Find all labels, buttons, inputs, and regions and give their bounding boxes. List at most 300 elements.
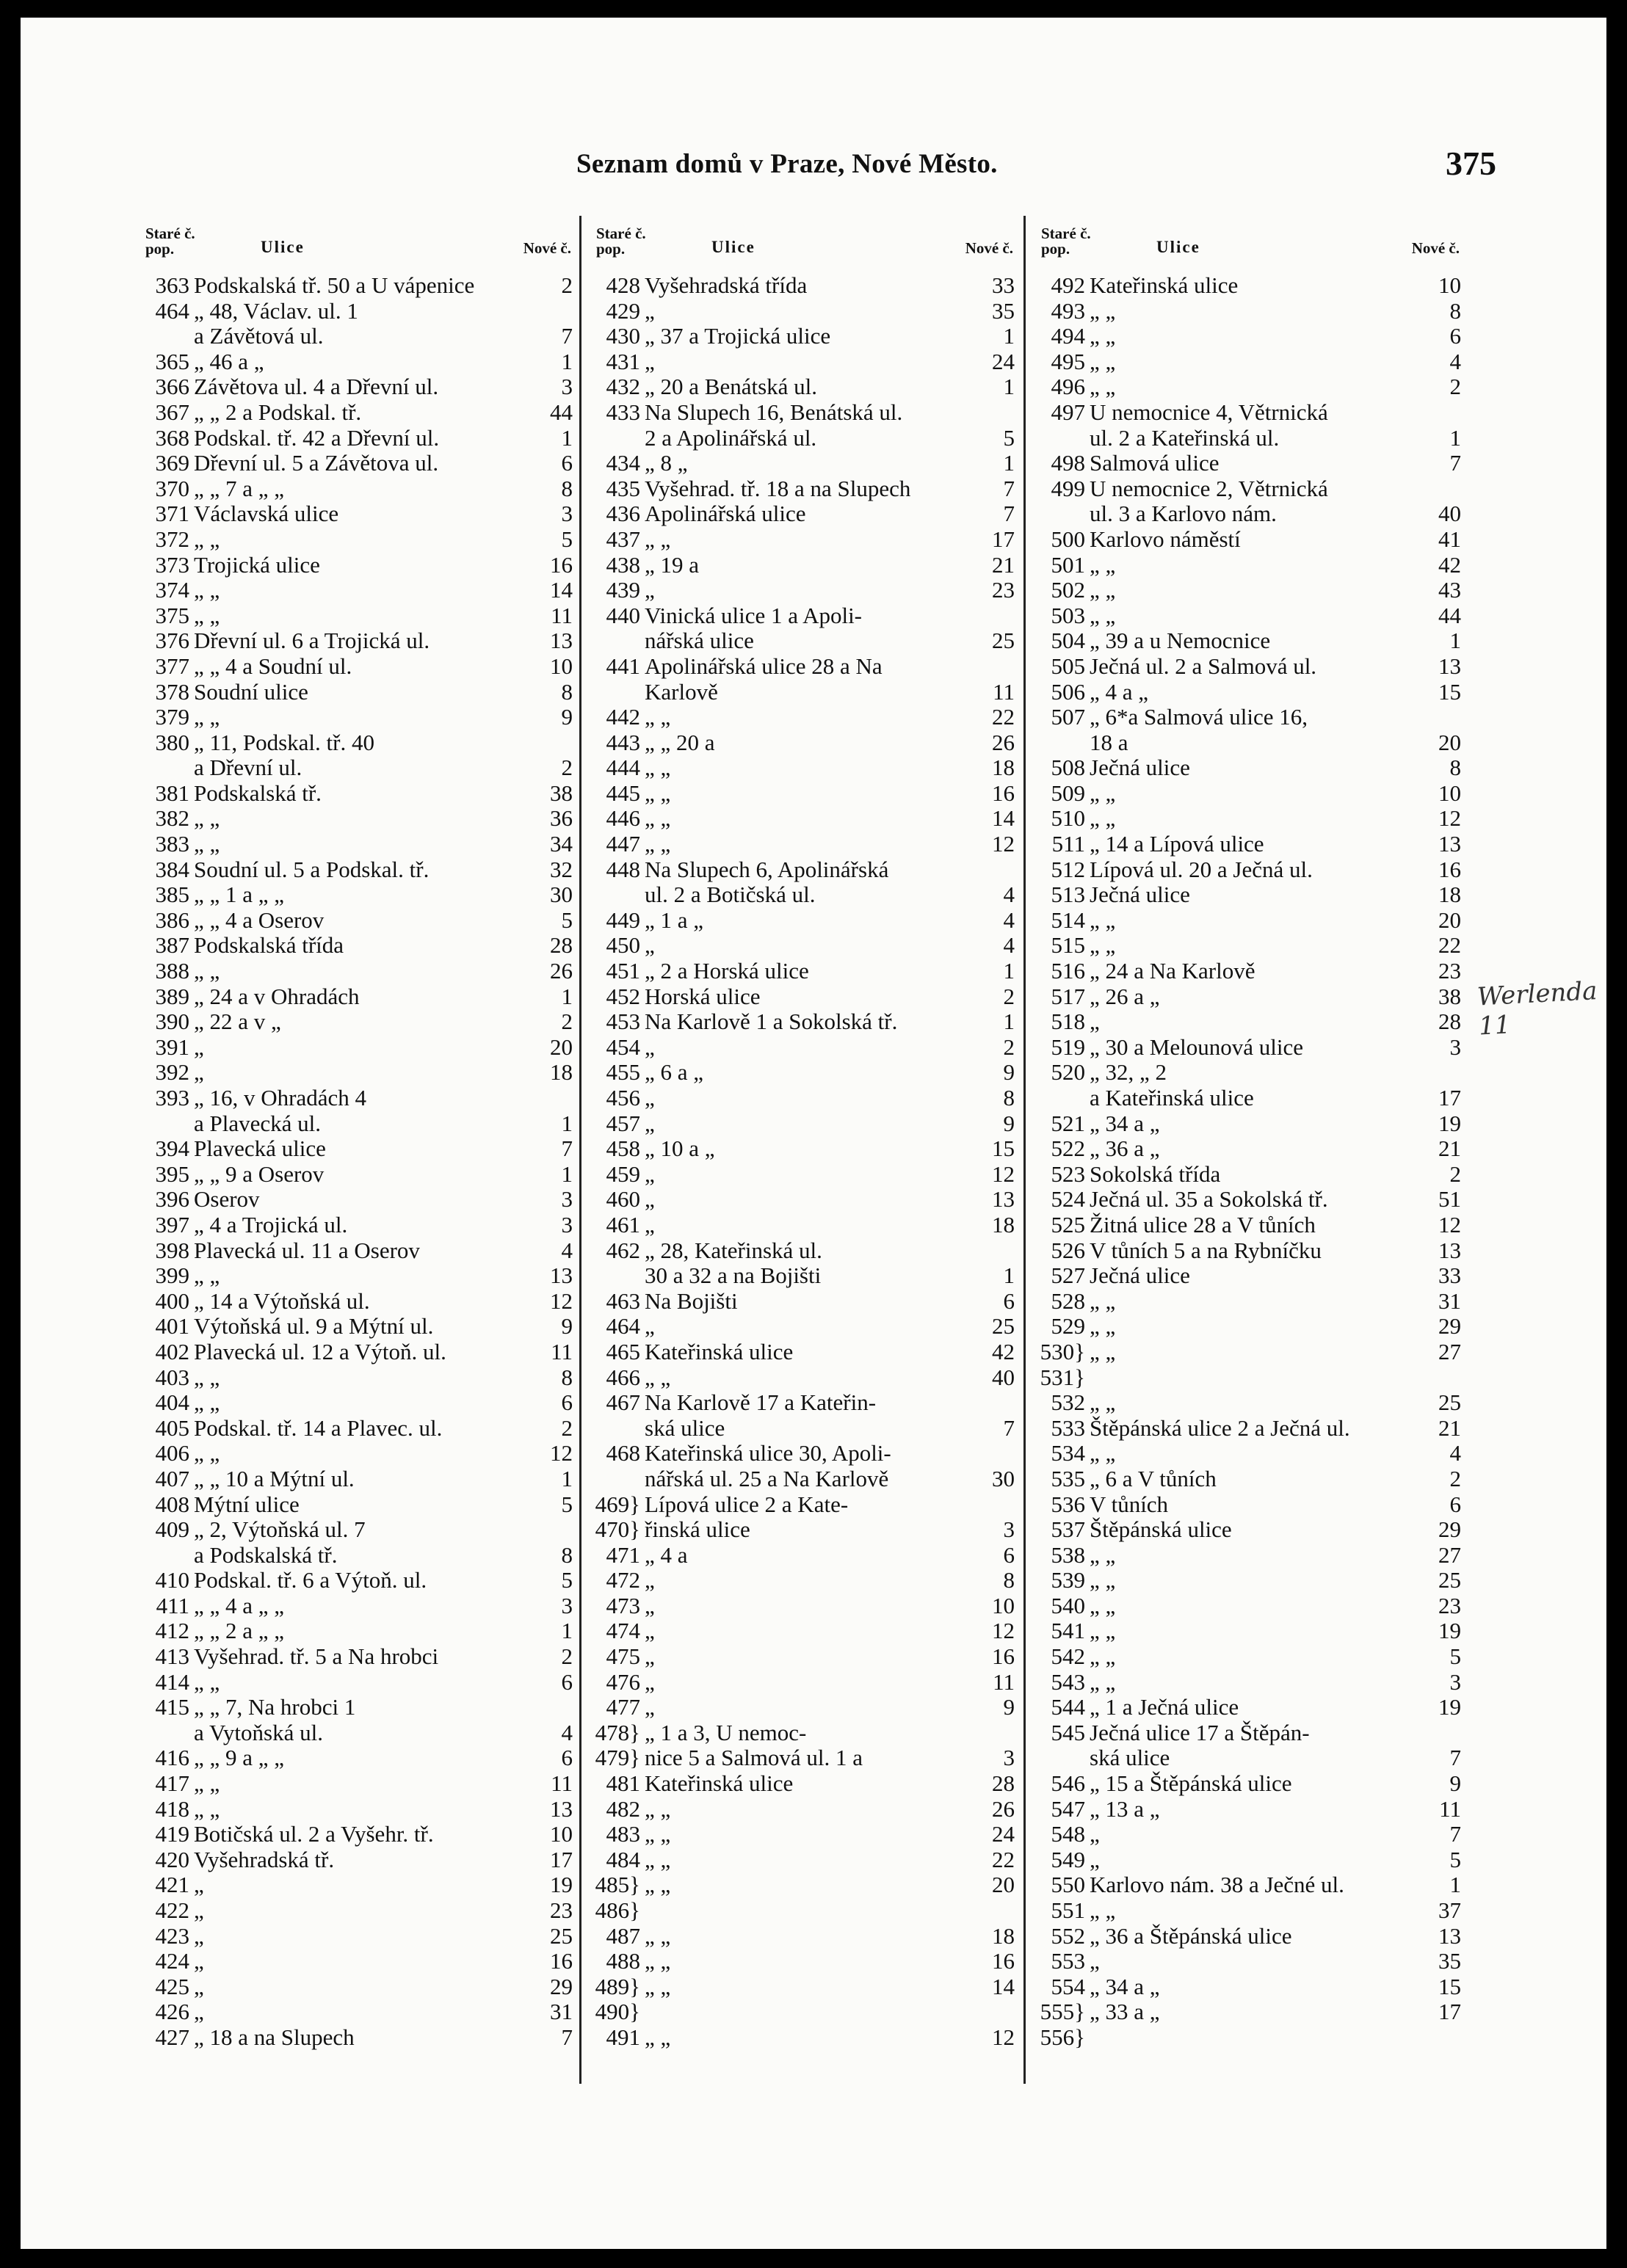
table-row — [1035, 1593, 1461, 1619]
table-row — [590, 1568, 1015, 1593]
old-house-number: 493 — [1051, 297, 1085, 324]
table-row — [1035, 349, 1461, 375]
old-house-number: 417 — [155, 1770, 189, 1797]
street-name: Sokolská třída — [1090, 1161, 1221, 1187]
street-name: „ „ — [645, 1364, 671, 1390]
new-house-number: 13 — [1438, 831, 1461, 857]
table-row — [590, 1314, 1015, 1340]
old-house-number: 551 — [1051, 1897, 1085, 1923]
new-house-number: 1 — [561, 1110, 573, 1136]
old-house-number: 502 — [1051, 577, 1085, 603]
street-name: 18 a — [1090, 730, 1128, 755]
new-house-number: 18 — [1438, 882, 1461, 908]
street-name: „ „ 4 a „ „ — [194, 1593, 285, 1618]
table-row — [590, 1924, 1015, 1949]
new-house-number: 1 — [1003, 1008, 1015, 1035]
table-row — [139, 1162, 573, 1188]
new-house-number: 1 — [561, 1160, 573, 1187]
old-house-number: 433 — [606, 399, 640, 425]
new-house-number: 11 — [993, 1668, 1015, 1695]
table-row — [590, 1238, 1015, 1264]
new-house-number: 2 — [561, 755, 573, 781]
new-house-number: 29 — [550, 1973, 573, 1999]
table-row — [1035, 1466, 1461, 1492]
table-row — [1035, 959, 1461, 984]
street-name: Na Bojišti — [645, 1288, 738, 1314]
street-name: „ „ — [194, 603, 220, 628]
table-row — [139, 1720, 573, 1746]
table-row — [590, 1949, 1015, 1974]
table-row — [139, 451, 573, 476]
old-house-number: 476 — [606, 1668, 640, 1695]
new-house-number: 4 — [1449, 1440, 1461, 1466]
old-house-number: 423 — [155, 1922, 189, 1949]
new-house-number: 6 — [561, 1389, 573, 1416]
table-row — [1035, 1289, 1461, 1315]
street-name: „ „ — [1090, 1898, 1116, 1923]
street-name: nářská ulice — [645, 628, 754, 654]
street-name: V tůních 5 a na Rybníčku — [1090, 1237, 1322, 1263]
old-house-number: 379 — [155, 704, 189, 730]
table-row — [590, 933, 1015, 959]
table-row — [1035, 832, 1461, 857]
street-name: „ „ — [1090, 806, 1116, 832]
table-row — [1035, 1390, 1461, 1416]
table-row — [590, 1593, 1015, 1619]
table-row — [590, 755, 1015, 781]
table-row — [1035, 1974, 1461, 2000]
table-row — [590, 1289, 1015, 1315]
old-house-number: 425 — [155, 1973, 189, 1999]
street-name: Lípová ul. 20 a Ječná ul. — [1090, 857, 1313, 882]
header-old-number-line2: pop. — [1041, 240, 1070, 258]
new-house-number: 8 — [561, 678, 573, 705]
table-row — [139, 1999, 573, 2025]
street-name: Dřevní ul. 5 a Závětova ul. — [194, 451, 439, 476]
street-name: Výtoňská ul. 9 a Mýtní ul. — [194, 1314, 434, 1340]
table-row — [590, 705, 1015, 730]
header-old-number-line1: Staré č. — [1041, 225, 1091, 242]
old-house-number: 384 — [155, 856, 189, 882]
table-row — [590, 1847, 1015, 1873]
table-row — [1035, 1949, 1461, 1974]
table-row — [1035, 527, 1461, 553]
new-house-number: 16 — [1438, 856, 1461, 882]
street-name: Podskalská tř. — [194, 780, 322, 806]
table-row — [139, 1745, 573, 1771]
new-house-number: 2 — [561, 1414, 573, 1441]
old-house-number: 424 — [155, 1948, 189, 1974]
street-name: nice 5 a Salmová ul. 1 a — [645, 1745, 863, 1771]
new-house-number: 11 — [1439, 1795, 1461, 1822]
new-house-number: 3 — [561, 1211, 573, 1237]
table-row — [139, 1365, 573, 1391]
street-name: „ „ — [1090, 1288, 1116, 1314]
header-old-number-line1: Staré č. — [596, 225, 646, 242]
new-house-number: 36 — [550, 805, 573, 832]
new-house-number: 30 — [992, 1465, 1015, 1491]
table-row — [590, 1035, 1015, 1061]
street-name: Štěpánská ulice 2 a Ječná ul. — [1090, 1415, 1350, 1441]
new-house-number: 8 — [561, 1541, 573, 1568]
street-name: V tůních — [1090, 1491, 1169, 1517]
street-name: „ 2 a Horská ulice — [645, 959, 809, 984]
street-name: „ — [645, 1644, 655, 1670]
table-row — [139, 324, 573, 349]
table-row — [139, 1974, 573, 2000]
table-row — [590, 654, 1015, 680]
old-house-number: 537 — [1051, 1516, 1085, 1543]
table-row — [590, 1898, 1015, 1924]
street-name: Ječná ulice — [1090, 882, 1190, 908]
old-house-number: 487 — [606, 1922, 640, 1949]
table-row — [590, 1213, 1015, 1238]
table-row — [139, 1314, 573, 1340]
new-house-number: 8 — [561, 475, 573, 501]
street-name: „ 18 a na Slupech — [194, 2024, 355, 2050]
street-name: Ječná ul. 35 a Sokolská tř. — [1090, 1187, 1328, 1213]
old-house-number: 473 — [606, 1592, 640, 1618]
old-house-number: 395 — [155, 1160, 189, 1187]
old-house-number: 513 — [1051, 882, 1085, 908]
table-row — [1035, 1670, 1461, 1695]
old-house-number: 409 — [155, 1516, 189, 1543]
street-name: Kateřinská ulice — [645, 1771, 794, 1797]
old-house-number: 511 — [1051, 831, 1085, 857]
street-name: Plavecká ul. 11 a Oserov — [194, 1237, 420, 1263]
old-house-number: 460 — [606, 1186, 640, 1213]
street-name: „ „ — [1090, 1542, 1116, 1568]
old-house-number: 494 — [1051, 323, 1085, 349]
old-house-number: 402 — [155, 1338, 189, 1364]
old-house-number: 549 — [1051, 1846, 1085, 1872]
table-row — [1035, 1060, 1461, 1086]
new-house-number: 21 — [1438, 1414, 1461, 1441]
table-row — [139, 680, 573, 705]
street-name: „ 11, Podskal. tř. 40 — [194, 730, 374, 755]
table-row — [590, 1974, 1015, 2000]
old-house-number: 505 — [1051, 653, 1085, 679]
new-house-number: 26 — [992, 729, 1015, 755]
new-house-number: 20 — [1438, 729, 1461, 755]
old-house-number: 443 — [606, 729, 640, 755]
new-house-number: 1 — [1449, 1872, 1461, 1898]
old-house-number: 530} — [1040, 1338, 1085, 1364]
new-house-number: 22 — [992, 704, 1015, 730]
table-row — [139, 603, 573, 629]
table-row — [590, 1340, 1015, 1365]
old-house-number: 369 — [155, 450, 189, 476]
old-house-number: 471 — [606, 1541, 640, 1568]
old-house-number: 506 — [1051, 678, 1085, 705]
new-house-number: 8 — [1449, 297, 1461, 324]
new-house-number: 21 — [992, 551, 1015, 578]
new-house-number: 5 — [1449, 1846, 1461, 1872]
table-row — [590, 400, 1015, 426]
old-house-number: 509 — [1051, 779, 1085, 806]
street-name: Kateřinská ulice 30, Apoli- — [645, 1441, 891, 1466]
new-house-number: 6 — [1449, 323, 1461, 349]
old-house-number: 376 — [155, 628, 189, 654]
new-house-number: 8 — [1449, 755, 1461, 781]
street-name: Podskalská tř. 50 a U vápenice — [194, 273, 475, 298]
street-name: „ „ — [1090, 603, 1116, 628]
new-house-number: 5 — [561, 526, 573, 552]
new-house-number: 3 — [561, 1592, 573, 1618]
table-row — [590, 781, 1015, 807]
table-row — [1035, 1340, 1461, 1365]
old-house-number: 474 — [606, 1618, 640, 1644]
street-name: a Podskalská tř. — [194, 1542, 338, 1568]
table-row — [139, 1213, 573, 1238]
old-house-number: 536 — [1051, 1491, 1085, 1517]
table-row — [139, 1492, 573, 1518]
old-house-number: 450 — [606, 932, 640, 959]
new-house-number: 4 — [1003, 906, 1015, 933]
new-house-number: 1 — [561, 1465, 573, 1491]
table-row — [590, 1720, 1015, 1746]
old-house-number: 420 — [155, 1846, 189, 1872]
street-name: „ 48, Václav. ul. 1 — [194, 298, 358, 324]
table-row — [590, 908, 1015, 934]
old-house-number: 521 — [1051, 1110, 1085, 1136]
street-name: „ „ — [645, 1822, 671, 1847]
old-house-number: 504 — [1051, 628, 1085, 654]
street-name: „ 1 a Ječná ulice — [1090, 1695, 1239, 1720]
old-house-number: 426 — [155, 1999, 189, 2025]
new-house-number: 7 — [1003, 1414, 1015, 1441]
street-name: „ „ — [645, 1923, 671, 1949]
new-house-number: 20 — [550, 1033, 573, 1060]
old-house-number: 483 — [606, 1821, 640, 1847]
new-house-number: 32 — [550, 856, 573, 882]
street-name: „ — [645, 1695, 655, 1720]
table-row — [1035, 1745, 1461, 1771]
table-row — [139, 1035, 573, 1061]
new-house-number: 2 — [1003, 983, 1015, 1009]
street-name: „ 22 a v „ — [194, 1009, 281, 1035]
header-street: Ulice — [711, 238, 755, 256]
new-house-number: 17 — [1438, 1999, 1461, 2025]
new-house-number: 37 — [1438, 1897, 1461, 1923]
new-house-number: 35 — [992, 297, 1015, 324]
table-row — [1035, 2025, 1461, 2051]
new-house-number: 18 — [550, 1059, 573, 1086]
new-house-number: 5 — [561, 1491, 573, 1517]
table-row — [590, 882, 1015, 908]
old-house-number: 489} — [595, 1973, 640, 1999]
street-name: „ „ 9 a „ „ — [194, 1745, 285, 1771]
old-house-number: 401 — [155, 1313, 189, 1340]
new-house-number: 11 — [551, 1338, 573, 1364]
new-house-number: 44 — [1438, 602, 1461, 628]
old-house-number: 377 — [155, 653, 189, 679]
table-row — [1035, 1695, 1461, 1720]
new-house-number: 3 — [1003, 1516, 1015, 1543]
table-row — [139, 1872, 573, 1898]
table-row — [1035, 1517, 1461, 1543]
table-row — [590, 1187, 1015, 1213]
new-house-number: 2 — [561, 1008, 573, 1035]
street-name: „ — [645, 933, 655, 959]
old-house-number: 382 — [155, 805, 189, 832]
old-house-number: 498 — [1051, 450, 1085, 476]
old-house-number: 524 — [1051, 1186, 1085, 1213]
old-house-number: 441 — [606, 653, 640, 679]
street-name: a Dřevní ul. — [194, 755, 302, 781]
old-house-number: 442 — [606, 704, 640, 730]
street-name: „ „ — [1090, 1390, 1116, 1416]
table-row — [1035, 426, 1461, 451]
street-name: „ 2, Výtoňská ul. 7 — [194, 1517, 366, 1543]
new-house-number: 25 — [1438, 1389, 1461, 1416]
street-name: „ „ — [1090, 1669, 1116, 1695]
table-row — [139, 959, 573, 984]
street-name: „ „ — [194, 705, 220, 730]
table-row — [1035, 654, 1461, 680]
new-house-number: 28 — [550, 932, 573, 959]
old-house-number: 398 — [155, 1237, 189, 1263]
table-row — [1035, 1086, 1461, 1111]
street-name: „ „ — [194, 526, 220, 552]
table-row — [1035, 374, 1461, 400]
old-house-number: 447 — [606, 831, 640, 857]
old-house-number: 526 — [1051, 1237, 1085, 1263]
old-house-number: 445 — [606, 779, 640, 806]
table-row — [590, 1771, 1015, 1797]
old-house-number: 392 — [155, 1059, 189, 1086]
table-row — [1035, 476, 1461, 502]
old-house-number: 492 — [1051, 272, 1085, 298]
table-row — [139, 2025, 573, 2051]
new-house-number: 22 — [1438, 932, 1461, 959]
table-row — [1035, 1543, 1461, 1569]
street-name: „ — [645, 1593, 655, 1618]
street-name: Podskalská třída — [194, 933, 344, 959]
new-house-number: 19 — [550, 1872, 573, 1898]
new-house-number: 13 — [550, 628, 573, 654]
new-house-number: 18 — [992, 1922, 1015, 1949]
new-house-number: 4 — [561, 1719, 573, 1745]
old-house-number: 370 — [155, 475, 189, 501]
street-name: „ „ 20 a — [645, 730, 715, 755]
street-name: „ 46 a „ — [194, 349, 264, 374]
old-house-number: 407 — [155, 1465, 189, 1491]
street-name: „ 33 a „ — [1090, 1999, 1160, 2025]
table-row — [590, 1263, 1015, 1289]
old-house-number: 531} — [1040, 1364, 1085, 1390]
old-house-number: 507 — [1051, 704, 1085, 730]
table-row — [1035, 1238, 1461, 1264]
new-house-number: 43 — [1438, 577, 1461, 603]
street-name: Trojická ulice — [194, 552, 320, 578]
street-name: „ 14 a Výtoňská ul. — [194, 1288, 370, 1314]
old-house-number: 512 — [1051, 856, 1085, 882]
new-house-number: 35 — [1438, 1948, 1461, 1974]
new-house-number: 12 — [1438, 805, 1461, 832]
street-name: Oserov — [194, 1187, 260, 1213]
table-row — [1035, 1872, 1461, 1898]
street-name: „ „ — [645, 1949, 671, 1974]
header-old-number-line2: pop. — [596, 240, 626, 258]
old-house-number: 528 — [1051, 1287, 1085, 1314]
old-house-number: 461 — [606, 1211, 640, 1237]
table-row — [139, 1695, 573, 1720]
old-house-number: 375 — [155, 602, 189, 628]
table-row — [1035, 1263, 1461, 1289]
old-house-number: 451 — [606, 958, 640, 984]
new-house-number: 3 — [1449, 1668, 1461, 1695]
street-name: Salmová ulice — [1090, 451, 1220, 476]
new-house-number: 9 — [561, 1313, 573, 1340]
old-house-number: 383 — [155, 831, 189, 857]
table-row — [1035, 324, 1461, 349]
table-row — [1035, 1847, 1461, 1873]
table-row — [590, 984, 1015, 1010]
street-name: Apolinářská ulice — [645, 501, 806, 527]
table-row — [139, 400, 573, 426]
street-name: „ „ — [645, 1847, 671, 1872]
new-house-number: 31 — [550, 1999, 573, 2025]
street-name: „ 4 a „ — [1090, 679, 1149, 705]
table-row — [139, 1466, 573, 1492]
street-name: Ječná ulice — [1090, 1263, 1190, 1289]
table-row — [1035, 628, 1461, 654]
new-house-number: 12 — [1438, 1211, 1461, 1237]
street-name: „ — [645, 1111, 655, 1136]
street-name: „ „ — [1090, 1618, 1116, 1644]
old-house-number: 378 — [155, 678, 189, 705]
table-row — [1035, 1999, 1461, 2025]
street-name: „ 13 a „ — [1090, 1796, 1160, 1822]
old-house-number: 386 — [155, 906, 189, 933]
new-house-number: 1 — [1003, 323, 1015, 349]
street-name: Ječná ulice — [1090, 755, 1190, 781]
street-name: „ „ — [1090, 933, 1116, 959]
street-name: „ „ — [1090, 324, 1116, 349]
table-row — [1035, 933, 1461, 959]
street-name: „ „ — [645, 1974, 671, 1999]
street-name: „ „ 10 a Mýtní ul. — [194, 1466, 355, 1491]
old-house-number: 519 — [1051, 1033, 1085, 1060]
new-house-number: 13 — [550, 1262, 573, 1289]
table-row — [1035, 451, 1461, 476]
new-house-number: 10 — [992, 1592, 1015, 1618]
table-row — [590, 324, 1015, 349]
old-house-number: 448 — [606, 856, 640, 882]
old-house-number: 553 — [1051, 1948, 1085, 1974]
new-house-number: 25 — [992, 1313, 1015, 1340]
street-name: „ 34 a „ — [1090, 1974, 1160, 1999]
street-name: „ „ — [194, 1796, 220, 1822]
table-row — [590, 1517, 1015, 1543]
new-house-number: 9 — [1003, 1694, 1015, 1720]
new-house-number: 6 — [1003, 1541, 1015, 1568]
new-house-number: 17 — [992, 526, 1015, 552]
new-house-number: 33 — [1438, 1262, 1461, 1289]
table-row — [1035, 857, 1461, 883]
table-row — [590, 527, 1015, 553]
street-name: „ „ — [1090, 1644, 1116, 1670]
street-name: „ „ — [194, 578, 220, 603]
old-house-number: 412 — [155, 1618, 189, 1644]
new-house-number: 13 — [1438, 1922, 1461, 1949]
table-row — [1035, 1771, 1461, 1797]
old-house-number: 381 — [155, 779, 189, 806]
table-row — [1035, 806, 1461, 832]
old-house-number: 431 — [606, 348, 640, 374]
new-house-number: 5 — [1449, 1643, 1461, 1670]
